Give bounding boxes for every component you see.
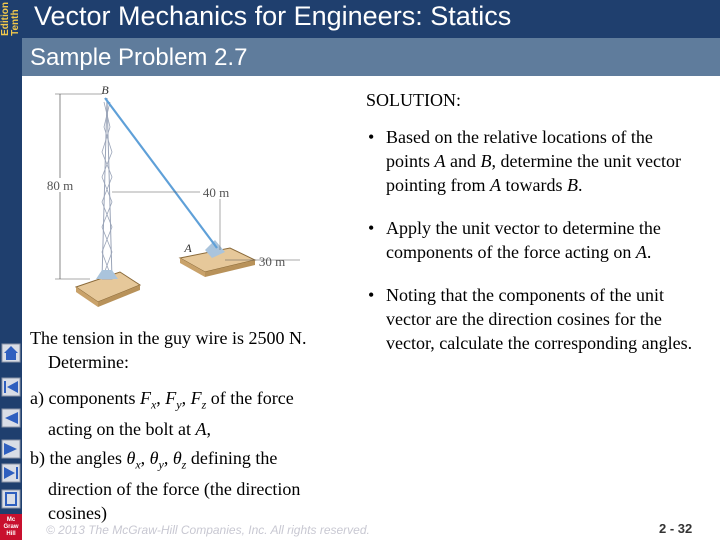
home-button[interactable]	[1, 343, 21, 363]
logo-line-1: Mc	[6, 516, 16, 523]
next-page-icon	[1, 439, 21, 459]
problem-statement	[30, 326, 360, 374]
horizontal-dimension-label: 40 m	[202, 185, 230, 200]
solution-step-1: • Based on the relative locations of the points A and B, determine the unit vector pointing from A towards B.	[366, 125, 718, 197]
first-page-button[interactable]	[1, 377, 21, 397]
logo-line-3: Hill	[6, 530, 16, 537]
point-a-label: A	[184, 241, 192, 255]
solution-step-2: • Apply the unit vector to determine the components of the force acting on A.	[366, 216, 718, 264]
previous-page-icon	[1, 408, 21, 428]
tension-line: The tension in the guy wire is 2500 N.	[30, 328, 307, 348]
point-b-label: B	[101, 83, 109, 97]
edition-line-1: Tenth	[10, 9, 21, 36]
next-page-button[interactable]	[1, 439, 21, 459]
solution-heading: SOLUTION:	[366, 90, 461, 110]
edition-label	[1, 2, 21, 36]
height-dimension-label: 80 m	[46, 178, 74, 193]
first-page-icon	[1, 377, 21, 397]
page-number: 2 - 32	[659, 521, 693, 536]
book-title: Vector Mechanics for Engineers: Statics	[34, 1, 512, 31]
solution-step-3: • Noting that the components of the unit vector are the direction cosines for the vector, calculate the corresponding angles.	[366, 283, 696, 355]
home-icon	[1, 343, 21, 363]
solution-steps	[366, 125, 718, 355]
depth-dimension-label: 30 m	[258, 254, 286, 269]
copyright-notice: © 2013 The McGraw-Hill Companies, Inc. All rights reserved.	[46, 523, 370, 537]
last-page-button[interactable]	[1, 463, 21, 483]
guy-wire	[105, 98, 217, 248]
subtitle-bar	[22, 38, 720, 76]
title-bar	[22, 0, 720, 38]
logo-line-2: Graw	[3, 523, 19, 530]
guy-wire-figure	[20, 82, 320, 312]
problem-part-b: b) the angles $\theta_x$, $\theta_y$, $\theta_z$ defining the direction of the force (the direction cosines)	[30, 448, 301, 523]
last-page-icon	[1, 463, 21, 483]
sidebar	[0, 0, 22, 540]
problem-part-a: a) components $F_x$, $F_y$, $F_z$ of the force acting on the bolt at A,	[30, 388, 294, 439]
edition-line-2: Edition	[0, 2, 11, 36]
tower	[96, 98, 118, 279]
exit-icon	[1, 489, 21, 509]
exit-button[interactable]	[1, 489, 21, 509]
mcgraw-hill-logo	[0, 514, 22, 540]
slide-title: Sample Problem 2.7	[30, 44, 248, 71]
determine-line: Determine:	[48, 352, 129, 372]
previous-page-button[interactable]	[1, 408, 21, 428]
